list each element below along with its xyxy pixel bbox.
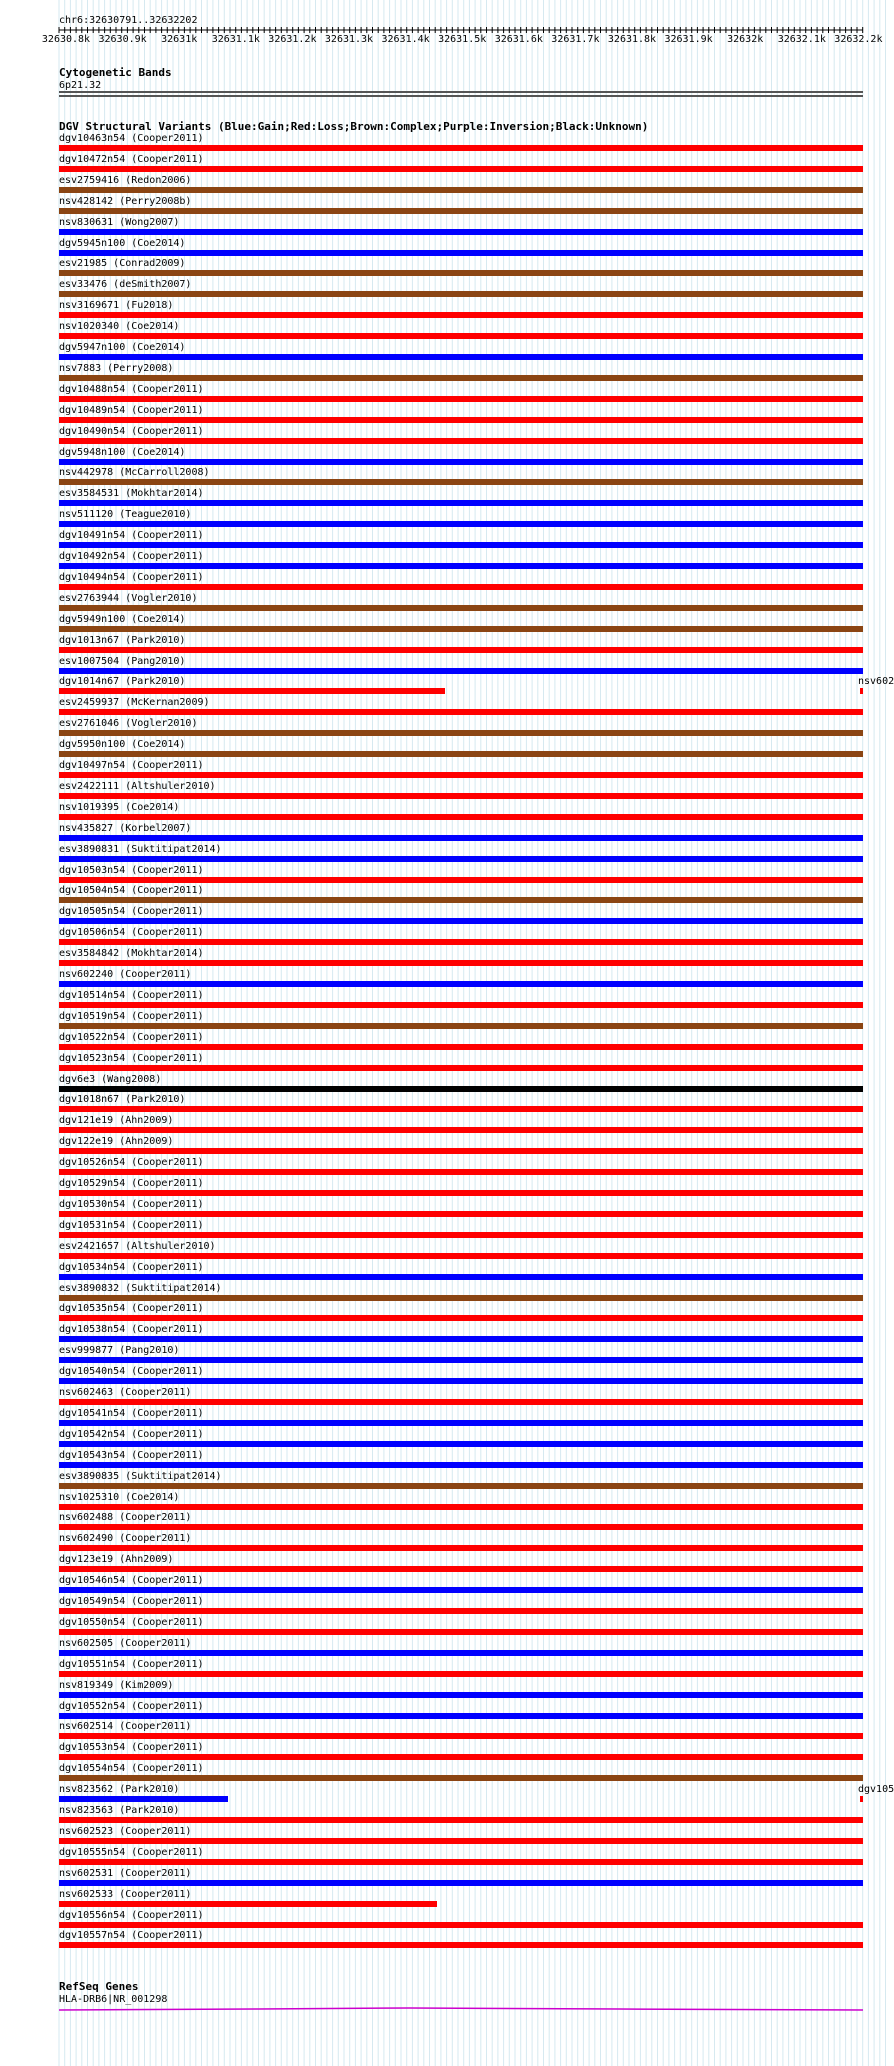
dgv-variant-label: dgv5945n100 (Coe2014) — [59, 237, 186, 249]
dgv-variant-bar[interactable] — [59, 1086, 863, 1092]
dgv-variant-bar[interactable] — [59, 417, 863, 423]
ruler-tick-label: 32631.4k — [381, 34, 430, 45]
dgv-variant-label: nsv602505 (Cooper2011) — [59, 1637, 192, 1649]
dgv-variant-label: dgv6e3 (Wang2008) — [59, 1073, 162, 1085]
dgv-track-title: DGV Structural Variants (Blue:Gain;Red:Loss;Brown:Complex;Purple:Inversion;Black:Unknown) — [59, 120, 649, 133]
cytoband-track-title: Cytogenetic Bands — [59, 66, 172, 79]
cytoband-label: 6p21.32 — [59, 80, 102, 91]
dgv-variant-bar[interactable] — [59, 1650, 863, 1656]
dgv-variant-label: dgv10522n54 (Cooper2011) — [59, 1031, 204, 1043]
dgv-variant-bar[interactable] — [59, 918, 863, 924]
ruler-tick-label: 32632k — [727, 34, 764, 45]
dgv-variant-bar[interactable] — [59, 626, 863, 632]
dgv-variant-bar[interactable] — [59, 897, 863, 903]
dgv-variant-label: dgv5949n100 (Coe2014) — [59, 613, 186, 625]
refseq-gene-line[interactable] — [59, 2005, 863, 2015]
dgv-variant-bar[interactable] — [59, 981, 863, 987]
dgv-variant-label: dgv10503n54 (Cooper2011) — [59, 864, 204, 876]
dgv-variant-label: dgv1013n67 (Park2010) — [59, 634, 186, 646]
dgv-variant-label: dgv10549n54 (Cooper2011) — [59, 1596, 204, 1607]
dgv-variant-bar[interactable] — [59, 1587, 863, 1593]
dgv-variant-label: nsv1025310 (Coe2014) — [59, 1491, 180, 1503]
ruler-tick-label: 32631.1k — [211, 34, 260, 45]
dgv-variant-label: dgv10506n54 (Cooper2011) — [59, 927, 204, 939]
dgv-variant-label: nsv602490 (Cooper2011) — [59, 1533, 192, 1545]
dgv-variant-bar[interactable] — [59, 1065, 863, 1071]
dgv-variant-bar[interactable] — [59, 1420, 863, 1426]
dgv-variant-label: esv2761046 (Vogler2010) — [59, 718, 198, 730]
dgv-variant-label: dgv10540n54 (Cooper2011) — [59, 1366, 204, 1378]
dgv-variant-bar[interactable] — [59, 647, 863, 653]
dgv-variant-bar[interactable] — [59, 1274, 863, 1280]
dgv-offscreen-label: dgv105 — [858, 1784, 894, 1796]
dgv-variant-bar[interactable] — [59, 229, 863, 235]
dgv-variant-bar[interactable] — [59, 1253, 863, 1259]
dgv-variant-label: esv3890831 (Suktitipat2014) — [59, 843, 222, 855]
refseq-gene-label: HLA-DRB6|NR_001298 — [59, 1994, 168, 2005]
refseq-track-title: RefSeq Genes — [59, 1980, 139, 1993]
dgv-variant-label: esv3584842 (Mokhtar2014) — [59, 948, 204, 960]
dgv-variant-label: dgv10542n54 (Cooper2011) — [59, 1428, 204, 1440]
dgv-variant-bar[interactable] — [59, 1859, 863, 1865]
dgv-variant-bar[interactable] — [59, 835, 863, 841]
dgv-variant-label: dgv10541n54 (Cooper2011) — [59, 1407, 204, 1419]
dgv-variant-bar[interactable] — [59, 563, 863, 569]
dgv-variant-bar[interactable] — [59, 166, 863, 172]
dgv-variant-label: esv21985 (Conrad2009) — [59, 258, 186, 270]
dgv-variant-bar[interactable] — [59, 1713, 863, 1719]
refseq-gene-intron — [59, 2008, 863, 2010]
dgv-variant-label: dgv10557n54 (Cooper2011) — [59, 1930, 204, 1942]
dgv-variant-bar[interactable] — [59, 1692, 863, 1698]
dgv-variant-bar[interactable] — [59, 1629, 863, 1635]
dgv-variant-bar[interactable] — [59, 939, 863, 945]
dgv-variant-bar[interactable] — [59, 1524, 863, 1530]
ruler-tick-label: 32631.7k — [551, 34, 600, 45]
dgv-variant-bar[interactable] — [59, 1295, 863, 1301]
dgv-variant-label: nsv602463 (Cooper2011) — [59, 1387, 192, 1398]
dgv-variant-label: nsv602523 (Cooper2011) — [59, 1825, 192, 1837]
dgv-variant-label: dgv10526n54 (Cooper2011) — [59, 1157, 204, 1169]
dgv-offscreen-bar[interactable] — [860, 688, 863, 694]
dgv-variant-bar[interactable] — [59, 1901, 437, 1907]
dgv-variant-label: dgv10523n54 (Cooper2011) — [59, 1052, 204, 1064]
dgv-variant-label: dgv5950n100 (Coe2014) — [59, 739, 186, 751]
dgv-variant-label: nsv7883 (Perry2008) — [59, 362, 174, 374]
dgv-variant-bar[interactable] — [59, 605, 863, 611]
dgv-variant-bar[interactable] — [59, 1002, 863, 1008]
ruler-tick-label: 32631k — [161, 34, 198, 45]
dgv-variant-label: esv2763944 (Vogler2010) — [59, 592, 198, 604]
dgv-variant-bar[interactable] — [59, 730, 863, 736]
dgv-variant-bar[interactable] — [59, 1671, 863, 1677]
dgv-variant-bar[interactable] — [59, 1044, 863, 1050]
dgv-variant-bar[interactable] — [59, 584, 863, 590]
dgv-variant-label: dgv10553n54 (Cooper2011) — [59, 1742, 204, 1754]
dgv-variant-bar[interactable] — [59, 877, 863, 883]
ruler-tick-label: 32631.8k — [607, 34, 657, 45]
dgv-variant-label: dgv10531n54 (Cooper2011) — [59, 1219, 204, 1231]
dgv-variant-bar[interactable] — [59, 751, 863, 757]
dgv-variant-label: dgv10555n54 (Cooper2011) — [59, 1846, 204, 1858]
ruler-tick-label: 32631.5k — [438, 34, 487, 45]
dgv-variant-label: dgv5948n100 (Coe2014) — [59, 446, 186, 458]
dgv-variant-label: esv999877 (Pang2010) — [59, 1345, 180, 1357]
dgv-variant-label: nsv602488 (Cooper2011) — [59, 1512, 192, 1524]
dgv-variant-bar[interactable] — [59, 1169, 863, 1175]
ruler-tick-label: 32632.2k — [834, 34, 883, 45]
dgv-variant-label: dgv10530n54 (Cooper2011) — [59, 1198, 204, 1210]
dgv-variant-label: dgv10463n54 (Cooper2011) — [59, 133, 204, 144]
dgv-variant-label: dgv1014n67 (Park2010) — [59, 676, 186, 688]
dgv-variant-label: dgv10554n54 (Cooper2011) — [59, 1763, 204, 1775]
dgv-variant-bar[interactable] — [59, 1211, 863, 1217]
dgv-variant-label: esv3890835 (Suktitipat2014) — [59, 1470, 222, 1482]
dgv-variant-label: nsv428142 (Perry2008b) — [59, 195, 192, 207]
dgv-variant-bar[interactable] — [59, 1483, 863, 1489]
dgv-variant-label: esv2759416 (Redon2006) — [59, 174, 192, 186]
dgv-variant-label: nsv435827 (Korbel2007) — [59, 822, 192, 834]
dgv-variant-bar[interactable] — [59, 250, 863, 256]
dgv-variant-label: nsv823562 (Park2010) — [59, 1784, 180, 1796]
dgv-variant-label: dgv10472n54 (Cooper2011) — [59, 153, 204, 165]
dgv-variant-label: dgv10550n54 (Cooper2011) — [59, 1616, 204, 1628]
dgv-variant-label: nsv511120 (Teague2010) — [59, 509, 192, 521]
dgv-variant-label: esv2459937 (McKernan2009) — [59, 697, 210, 709]
dgv-variant-bar[interactable] — [59, 688, 445, 694]
dgv-variant-bar[interactable] — [59, 1315, 863, 1321]
dgv-variant-bar[interactable] — [59, 793, 863, 799]
dgv-variant-label: dgv10546n54 (Cooper2011) — [59, 1575, 204, 1587]
dgv-variant-bar[interactable] — [59, 1232, 863, 1238]
dgv-variant-label: esv2421657 (Altshuler2010) — [59, 1240, 216, 1252]
dgv-variant-label: esv3584531 (Mokhtar2014) — [59, 488, 204, 500]
dgv-variant-bar[interactable] — [59, 1880, 863, 1886]
dgv-variant-bar[interactable] — [59, 500, 863, 506]
dgv-variant-bar[interactable] — [59, 1106, 863, 1112]
dgv-variant-bar[interactable] — [59, 1817, 863, 1823]
dgv-variant-bar[interactable] — [59, 438, 863, 444]
dgv-variant-label: dgv122e19 (Ahn2009) — [59, 1136, 174, 1148]
dgv-variant-bar[interactable] — [59, 479, 863, 485]
ruler-tick-label: 32631.3k — [324, 34, 374, 45]
dgv-variant-bar[interactable] — [59, 814, 863, 820]
dgv-variant-bar[interactable] — [59, 291, 863, 297]
dgv-variant-bar[interactable] — [59, 1838, 863, 1844]
dgv-variant-bar[interactable] — [59, 1545, 863, 1551]
dgv-variant-bar[interactable] — [59, 1754, 863, 1760]
dgv-variant-label: dgv123e19 (Ahn2009) — [59, 1554, 174, 1566]
dgv-variant-label: dgv10504n54 (Cooper2011) — [59, 885, 204, 897]
ruler-tick-label: 32630.8k — [41, 34, 91, 45]
dgv-variant-label: dgv10535n54 (Cooper2011) — [59, 1303, 204, 1315]
dgv-variant-bar[interactable] — [59, 1733, 863, 1739]
dgv-variant-bar[interactable] — [59, 1796, 228, 1802]
dgv-variant-bar[interactable] — [59, 333, 863, 339]
dgv-variant-label: nsv602514 (Cooper2011) — [59, 1721, 192, 1733]
dgv-variant-label: dgv10552n54 (Cooper2011) — [59, 1700, 204, 1712]
dgv-variant-label: nsv823563 (Park2010) — [59, 1805, 180, 1816]
ruler-tick-label: 32631.6k — [494, 34, 543, 45]
dgv-variant-label: dgv10489n54 (Cooper2011) — [59, 404, 204, 416]
dgv-variant-label: dgv5947n100 (Coe2014) — [59, 342, 186, 353]
ruler-tick-label: 32632.1k — [777, 34, 826, 45]
dgv-variant-label: nsv830631 (Wong2007) — [59, 216, 180, 228]
ruler-tick-label: 32631.9k — [664, 34, 713, 45]
dgv-variant-bar[interactable] — [59, 1775, 863, 1781]
dgv-variant-label: esv2422111 (Altshuler2010) — [59, 780, 216, 792]
dgv-variant-bar[interactable] — [59, 1504, 863, 1510]
dgv-variant-label: dgv10519n54 (Cooper2011) — [59, 1010, 204, 1022]
dgv-variant-bar[interactable] — [59, 459, 863, 465]
dgv-variant-bar[interactable] — [59, 1148, 863, 1154]
dgv-variant-bar[interactable] — [59, 145, 863, 151]
dgv-variant-label: dgv10556n54 (Cooper2011) — [59, 1909, 204, 1921]
dgv-variant-label: esv3890832 (Suktitipat2014) — [59, 1282, 222, 1294]
dgv-variant-label: nsv602533 (Cooper2011) — [59, 1888, 192, 1900]
dgv-variant-bar[interactable] — [59, 1441, 863, 1447]
dgv-variant-label: nsv1020340 (Coe2014) — [59, 321, 180, 333]
dgv-variant-bar[interactable] — [59, 1942, 863, 1948]
dgv-variant-bar[interactable] — [59, 668, 863, 674]
dgv-variant-label: dgv10543n54 (Cooper2011) — [59, 1449, 204, 1461]
ruler-tick-label: 32630.9k — [98, 34, 147, 45]
dgv-variant-label: dgv1018n67 (Park2010) — [59, 1094, 186, 1106]
dgv-offscreen-bar[interactable] — [860, 1796, 863, 1802]
cytoband-band-bar[interactable] — [59, 91, 863, 93]
dgv-variant-label: nsv3169671 (Fu2018) — [59, 300, 174, 312]
ruler-tick-label: 32631.2k — [268, 34, 317, 45]
dgv-variant-bar[interactable] — [59, 375, 863, 381]
dgv-variant-label: dgv10538n54 (Cooper2011) — [59, 1324, 204, 1336]
dgv-variant-bar[interactable] — [59, 1357, 863, 1363]
dgv-variant-bar[interactable] — [59, 1127, 863, 1133]
dgv-variant-label: nsv602531 (Cooper2011) — [59, 1867, 192, 1879]
dgv-variant-bar[interactable] — [59, 354, 863, 360]
dgv-offscreen-label: nsv602 — [858, 676, 894, 688]
dgv-variant-bar[interactable] — [59, 709, 863, 715]
dgv-variant-label: nsv1019395 (Coe2014) — [59, 801, 180, 813]
dgv-variant-label: dgv10491n54 (Cooper2011) — [59, 530, 204, 542]
dgv-variant-label: nsv602240 (Cooper2011) — [59, 969, 192, 980]
dgv-variant-label: esv1007504 (Pang2010) — [59, 655, 186, 667]
dgv-variant-bar[interactable] — [59, 396, 863, 402]
dgv-variant-bar[interactable] — [59, 312, 863, 318]
dgv-variant-bar[interactable] — [59, 542, 863, 548]
dgv-variant-bar[interactable] — [59, 1922, 863, 1928]
dgv-variant-label: dgv10497n54 (Cooper2011) — [59, 760, 204, 771]
dgv-variant-label: dgv10514n54 (Cooper2011) — [59, 989, 204, 1001]
dgv-variant-bar[interactable] — [59, 187, 863, 193]
ruler-position: chr6:32630791..32632202 — [59, 15, 198, 26]
dgv-variant-label: dgv10529n54 (Cooper2011) — [59, 1178, 204, 1189]
dgv-variant-bar[interactable] — [59, 1023, 863, 1029]
dgv-variant-label: dgv10534n54 (Cooper2011) — [59, 1261, 204, 1273]
dgv-variant-label: dgv10488n54 (Cooper2011) — [59, 383, 204, 395]
dgv-variant-bar[interactable] — [59, 1462, 863, 1468]
dgv-variant-bar[interactable] — [59, 960, 863, 966]
dgv-variant-bar[interactable] — [59, 1190, 863, 1196]
dgv-variant-bar[interactable] — [59, 208, 863, 214]
dgv-variant-bar[interactable] — [59, 772, 863, 778]
dgv-variant-bar[interactable] — [59, 1378, 863, 1384]
dgv-variant-bar[interactable] — [59, 1399, 863, 1405]
dgv-variant-label: nsv819349 (Kim2009) — [59, 1679, 174, 1691]
dgv-variant-label: dgv10551n54 (Cooper2011) — [59, 1658, 204, 1670]
dgv-variant-bar[interactable] — [59, 856, 863, 862]
dgv-variant-label: dgv10490n54 (Cooper2011) — [59, 425, 204, 437]
dgv-variant-label: dgv10494n54 (Cooper2011) — [59, 571, 204, 583]
cytoband-separator — [59, 95, 863, 97]
dgv-variant-label: esv33476 (deSmith2007) — [59, 279, 192, 291]
dgv-variant-bar[interactable] — [59, 1336, 863, 1342]
dgv-variant-bar[interactable] — [59, 1608, 863, 1614]
dgv-variant-bar[interactable] — [59, 521, 863, 527]
dgv-variant-bar[interactable] — [59, 270, 863, 276]
dgv-variant-label: nsv442978 (McCarroll2008) — [59, 467, 210, 479]
dgv-variant-label: dgv10492n54 (Cooper2011) — [59, 551, 204, 562]
dgv-variant-label: dgv10505n54 (Cooper2011) — [59, 906, 204, 918]
dgv-variant-bar[interactable] — [59, 1566, 863, 1572]
dgv-variant-label: dgv121e19 (Ahn2009) — [59, 1115, 174, 1127]
